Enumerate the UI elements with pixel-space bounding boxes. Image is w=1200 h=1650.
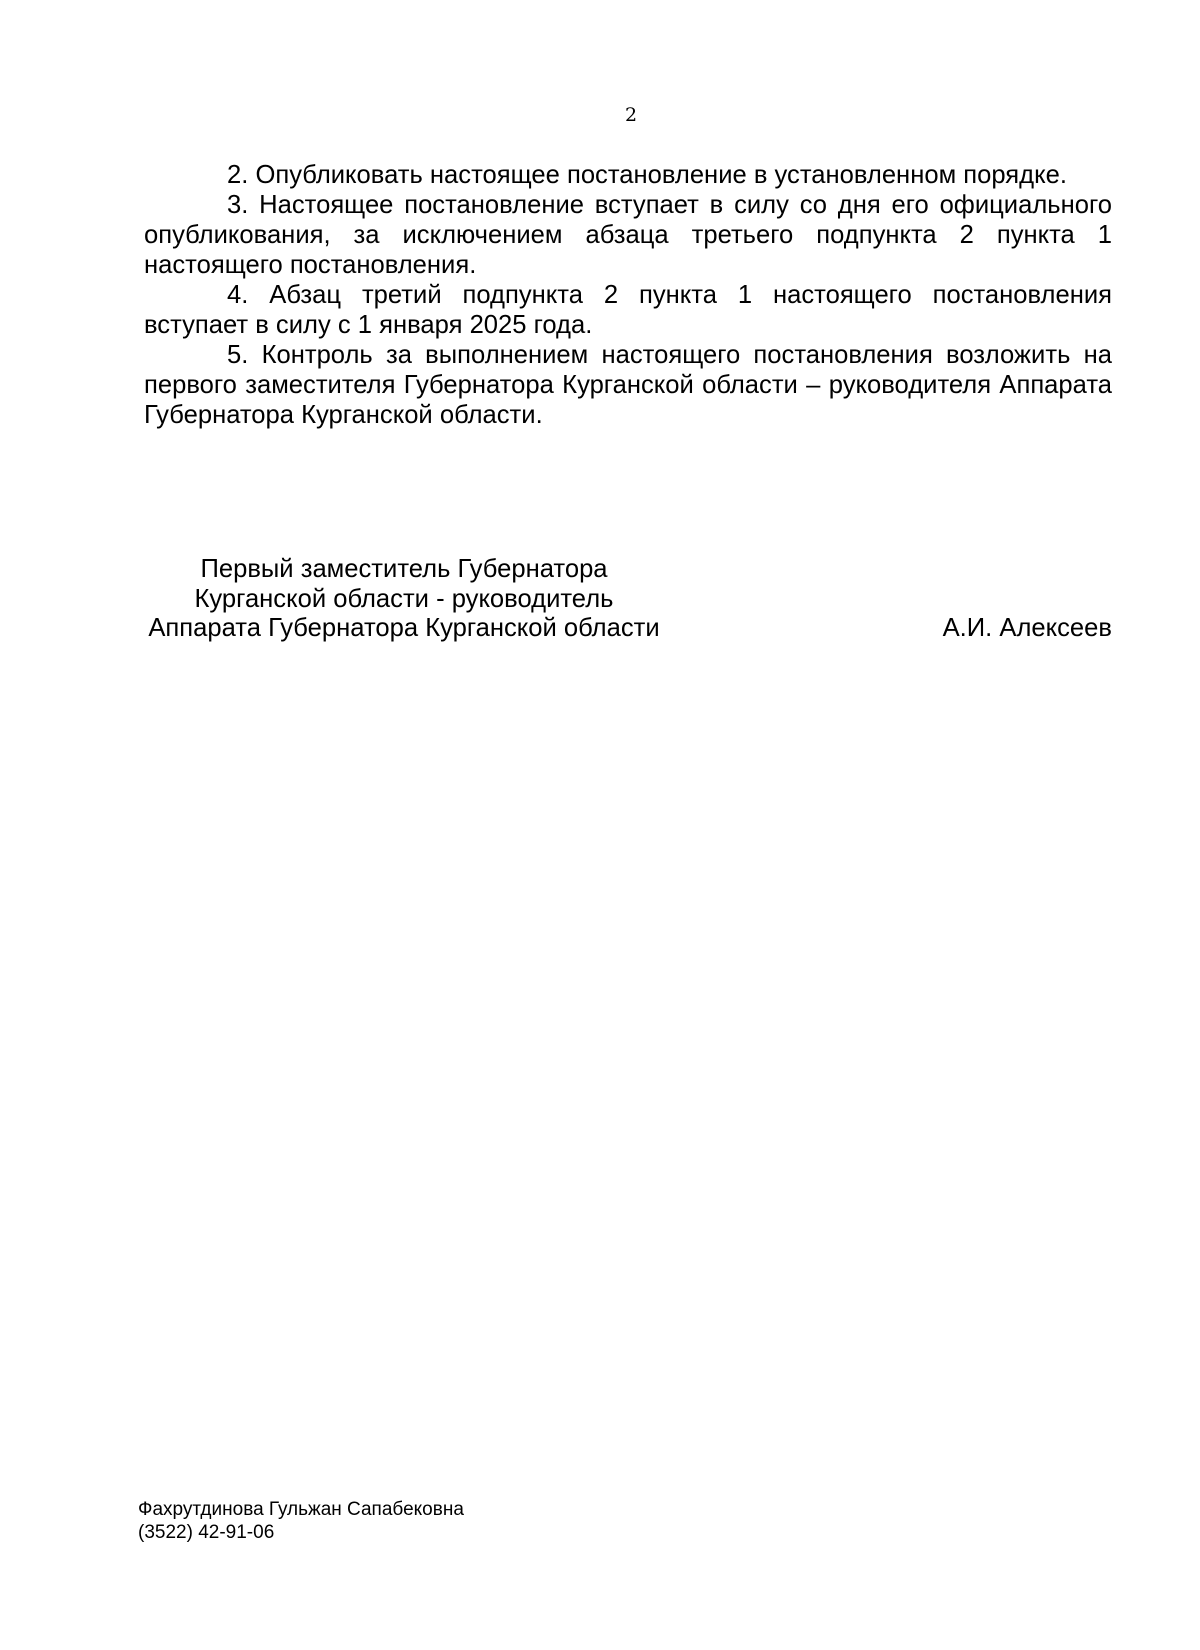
- paragraph-5: 5. Контроль за выполнением настоящего постановления возложить на первого заместителя Губернатора Курганской области – руководителя Аппарата Губернатора Курганской области.: [144, 341, 1112, 429]
- paragraph-4: 4. Абзац третий подпункта 2 пункта 1 настоящего постановления вступает в силу с 1 января 2025 года.: [144, 281, 1112, 339]
- executor-block: [138, 1498, 464, 1544]
- signatory-name: А.И. Алексеев: [942, 614, 1112, 642]
- page-number: 2: [624, 104, 638, 126]
- signatory-title-line: Первый заместитель Губернатора: [200, 555, 608, 583]
- document-body: [144, 160, 1112, 430]
- signatory-title: [144, 555, 664, 644]
- executor-phone: (3522) 42-91-06: [138, 1522, 275, 1543]
- paragraph-2: 2. Опубликовать настоящее постановление в установленном порядке.: [227, 161, 1067, 189]
- signatory-title-line: Курганской области - руководитель: [194, 584, 614, 613]
- executor-name: Фахрутдинова Гульжан Сапабековна: [138, 1499, 464, 1520]
- signatory-title-line: Аппарата Губернатора Курганской области: [148, 614, 660, 642]
- paragraph-3: 3. Настоящее постановление вступает в силу со дня его официального опубликования, за исключением абзаца третьего подпункта 2 пункта 1 настоящего постановления.: [144, 191, 1112, 279]
